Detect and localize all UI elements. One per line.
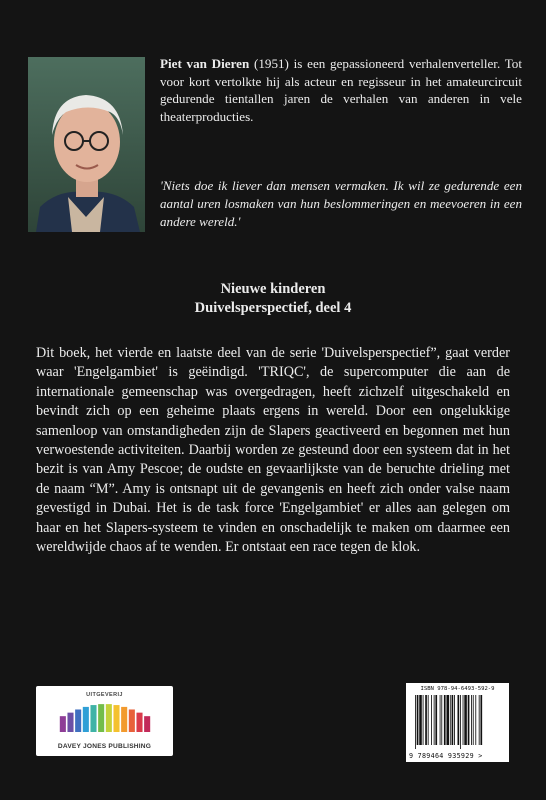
barcode-stripe (468, 695, 470, 745)
barcode-stripe (444, 695, 446, 745)
barcode-stripe (464, 695, 467, 745)
barcode-stripe (425, 695, 427, 745)
barcode-stripe (435, 695, 437, 745)
publisher-bar (144, 716, 150, 732)
barcode-stripe (415, 695, 416, 749)
publisher-logo (36, 686, 173, 756)
barcode-stripe (480, 695, 482, 745)
publisher-bar (60, 716, 66, 732)
barcode-stripe (450, 695, 451, 745)
publisher-bar (106, 704, 112, 732)
barcode-stripe (440, 695, 441, 745)
barcode-stripe (446, 695, 449, 745)
publisher-bar (136, 713, 142, 732)
barcode-stripe (479, 695, 480, 745)
isbn-label: ISBN 978-94-6493-592-9 (420, 686, 495, 692)
book-title-block (0, 280, 546, 318)
publisher-bar (113, 705, 119, 732)
publisher-bar (121, 707, 127, 732)
publisher-bar (90, 705, 96, 732)
barcode (406, 683, 509, 762)
barcode-stripe (423, 695, 424, 745)
barcode-stripe (419, 695, 422, 745)
barcode-stripe (458, 695, 460, 745)
barcode-digits: 9 789464 935929 > (409, 752, 483, 760)
author-quote: 'Niets doe ik liever dan mensen vermaken. Ik wil ze gedurende een aantal uren losmaken van hun beslommeringen en meevoeren in een andere wereld.' (160, 178, 522, 229)
barcode-stripe (473, 695, 474, 745)
barcode-stripe (463, 695, 464, 745)
author-bio (160, 55, 522, 125)
barcode-stripe (452, 695, 454, 745)
publisher-label: UITGEVERIJ (86, 692, 123, 698)
barcode-stripe (475, 695, 476, 745)
publisher-bar (67, 713, 73, 732)
barcode-stripe (460, 695, 461, 749)
publisher-bar (83, 707, 89, 732)
publisher-name: DAVEY JONES PUBLISHING (57, 743, 152, 750)
author-bio-text: (1951) is een gepassioneerd verhalenverteller. Tot voor kort vertolkte hij als acteur en regisseur in het amateurcircuit gedurende tientallen jaren de verhalen van anderen in vele theaterproducties. (160, 56, 522, 124)
author-name: Piet van Dieren (160, 56, 250, 71)
barcode-stripe (431, 695, 432, 745)
barcode-stripe (434, 695, 435, 745)
barcode-bars (413, 695, 503, 749)
book-subtitle: Duivelsperspectief, deel 4 (194, 300, 352, 316)
barcode-stripe (441, 695, 442, 745)
barcode-stripe (428, 695, 429, 745)
barcode-stripe (471, 695, 472, 745)
publisher-bar (129, 709, 135, 732)
publisher-bar (98, 704, 104, 732)
barcode-stripe (454, 695, 455, 745)
book-title: Nieuwe kinderen (220, 281, 326, 297)
publisher-bars-icon (59, 702, 151, 732)
barcode-stripe (417, 695, 419, 745)
book-blurb: Dit boek, het vierde en laatste deel van de serie 'Duivelsperspectief”, gaat verder waar 'Engelgambiet' is geëindigd. 'TRIQC', de supercomputer die aan de internationale gemeenschap was overgedragen, heeft zichzelf uitgeschakeld en bevindt zich op een geheime plaats ergens in wereld. Door een ongelukkige samenloop van omstandigheden zijn de Slapers geactiveerd en begonnen met hun verwoestende activiteiten. Daarbij worden ze gesteund door een systeem dat in het bezit is van Amy Pescoe; de oudste en gevaarlijkste van de beruchte drieling met de naam “M”. Amy is ontsnapt uit de gevangenis en heeft zich onder valse naam gevestigd in Dubai. Het is de task force 'Engelgambiet' er alles aan gelegen om haar en het Slapers-systeem te vinden en onschadelijk te maken om daarmee een wereldwijde chaos af te wenden. Er ontstaat een race tegen de klok. (36, 345, 510, 556)
publisher-bar (75, 709, 81, 732)
author-photo (28, 57, 145, 232)
